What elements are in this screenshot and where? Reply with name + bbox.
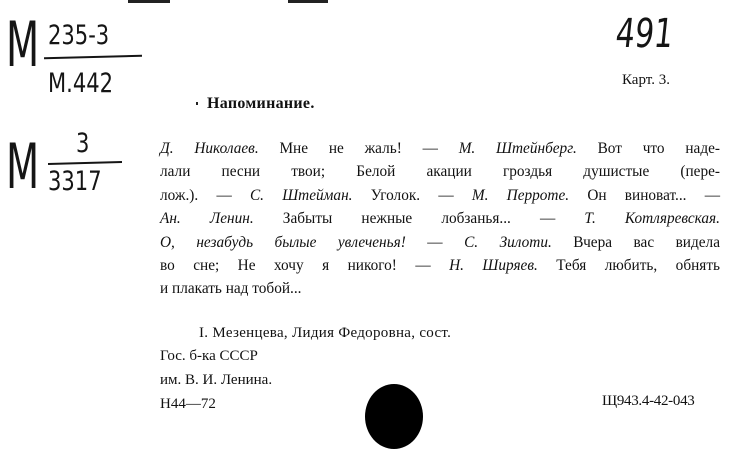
- contents-line: [160, 160, 720, 183]
- song-text: Он виноват... —: [569, 186, 720, 204]
- callno-letter-1: M: [6, 8, 40, 81]
- title-mark: [196, 102, 198, 105]
- song-text: лож.). —: [160, 186, 250, 204]
- card-number: Карт. 3.: [622, 72, 670, 88]
- composer: Н. Ширяев.: [449, 257, 538, 275]
- contents-line: [160, 137, 720, 160]
- contents-line: [160, 254, 720, 277]
- song-text: и плакать над тобой...: [160, 280, 302, 298]
- callno-fraction-line-1: [44, 55, 142, 60]
- contents-note: [160, 137, 720, 301]
- callno-denominator-1: M.442: [48, 68, 114, 99]
- compiler-entry: I. Мезенцева, Лидия Федоровна, сост.: [199, 325, 452, 341]
- song-text: Тебя любить, обнять: [537, 257, 720, 275]
- inventory-number: 491: [613, 11, 676, 57]
- composer: Д. Николаев.: [160, 140, 259, 157]
- song-text: Вот что наде-: [576, 140, 721, 157]
- song-text: во сне; Не хочу я никого! —: [160, 257, 450, 275]
- classification-code: Щ943.4-42-043: [602, 393, 695, 409]
- composer: С. Штейман.: [249, 186, 353, 204]
- song-text: Забыты нежные лобзанья... —: [253, 210, 585, 228]
- composer: Т. Котляревская.: [584, 210, 720, 228]
- song-text: Вчера вас видела: [551, 233, 720, 251]
- contents-line: [160, 277, 720, 300]
- callno-numerator-1: 235-3: [48, 20, 110, 51]
- callno-numerator-2: 3: [76, 128, 90, 159]
- library-name: Гос. б-ка СССР: [160, 348, 258, 364]
- composer: М. Перроте.: [471, 186, 570, 204]
- library-name-2: им. В. И. Ленина.: [160, 372, 273, 388]
- callno-letter-2: M: [6, 130, 40, 203]
- card-title: Напоминание.: [207, 95, 315, 112]
- top-edge-mark: [288, 0, 328, 3]
- callno-denominator-2: 3317: [48, 166, 102, 197]
- composer: М. Штейнберг.: [458, 140, 577, 157]
- callno-fraction-line-2: [48, 161, 122, 165]
- song-text: Мне не жаль! —: [258, 140, 459, 157]
- song-text: Уголок. —: [352, 186, 472, 204]
- contents-line: [160, 207, 720, 230]
- composer: С. Зилоти.: [464, 233, 552, 251]
- composer: О, незабудь былые увлеченья!: [160, 233, 406, 251]
- punch-hole: [365, 384, 423, 449]
- print-code: Н44—72: [160, 396, 216, 412]
- composer: Ан. Ленин.: [160, 210, 254, 228]
- top-edge-mark: [128, 0, 170, 3]
- contents-line: [160, 184, 720, 207]
- song-text: —: [405, 233, 465, 251]
- song-text: лали песни твои; Белой акации гроздья душистые (пере-: [160, 163, 720, 181]
- contents-line: [160, 231, 720, 254]
